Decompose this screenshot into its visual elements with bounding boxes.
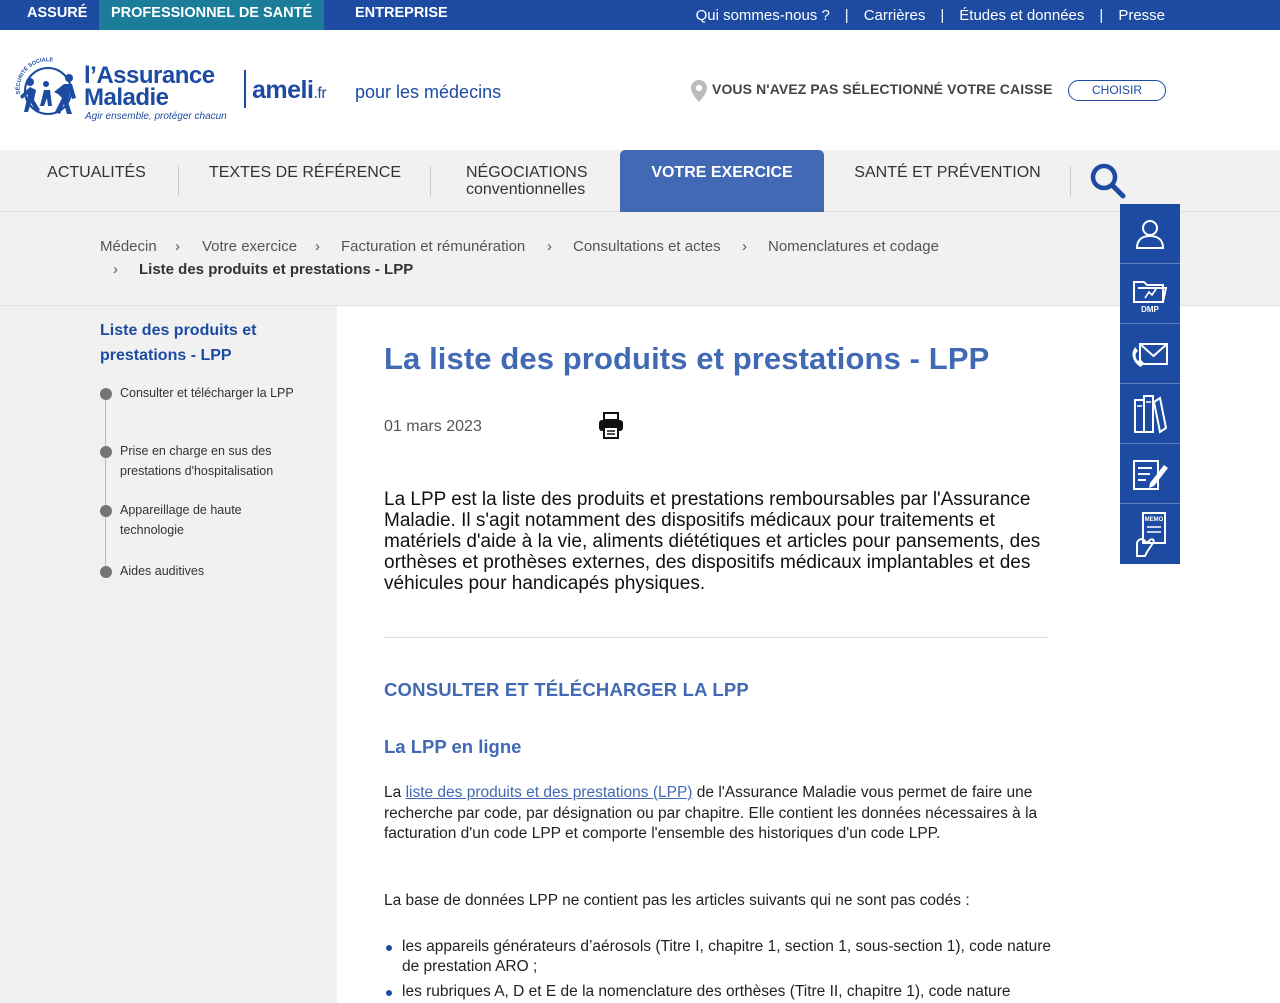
paragraph-lpp-en-ligne: La liste des produits et des prestations (LPP) de l'Assurance Maladie vous permet de faire une recherche par code, par désignation ou par chapitre. Elle contient les données nécessaires à la facturation d'un code LPP et comporte l'ensemble des historiques d'un code LPP. bbox=[384, 784, 1038, 842]
nav-divider bbox=[178, 166, 179, 196]
top-link-qui[interactable]: Qui sommes-nous ? bbox=[695, 6, 830, 24]
list-item: les appareils générateurs d’aérosols (Titre I, chapitre 1, section 1, sous-section 1), code nature de prestation ARO ; bbox=[384, 937, 1054, 977]
svg-text:DMP: DMP bbox=[1141, 304, 1159, 314]
form-edit-icon bbox=[1130, 455, 1170, 493]
intro-paragraph: La LPP est la liste des produits et prestations remboursables par l'Assurance Maladie. Il s'agit notamment des dispositifs médicaux pour traitements et matériels d'aide à la vie, aliments diététiques et articles pour pansements, des orthèses et prothèses externes, des dispositifs médicaux implantables et des véhicules pour handicapés physiques. bbox=[384, 489, 1041, 594]
audience-pro-link[interactable]: PROFESSIONNEL DE SANTÉ bbox=[99, 0, 324, 30]
breadcrumb-votre-exercice[interactable]: Votre exercice bbox=[202, 238, 298, 255]
publication-date: 01 mars 2023 bbox=[384, 418, 482, 435]
sidebar-item-consulter[interactable]: Consulter et télécharger la LPP bbox=[120, 386, 294, 400]
subsection-heading-lpp-en-ligne: La LPP en ligne bbox=[384, 736, 522, 757]
page-title: La liste des produits et prestations - LPP bbox=[384, 341, 990, 376]
mail-phone-icon bbox=[1130, 337, 1170, 371]
breadcrumb-chevron-icon: › bbox=[315, 238, 320, 255]
memo-icon bbox=[1131, 510, 1169, 558]
nav-actualites[interactable]: ACTUALITÉS bbox=[47, 164, 146, 181]
top-link-separator: | bbox=[1099, 6, 1104, 24]
caisse-status: VOUS N'AVEZ PAS SÉLECTIONNÉ VOTRE CAISSE bbox=[712, 81, 1053, 97]
logo-divider bbox=[244, 70, 246, 108]
top-link-carrieres[interactable]: Carrières bbox=[863, 6, 926, 24]
svg-text:MEMO: MEMO bbox=[1144, 517, 1164, 523]
assurance-maladie-logo-icon[interactable] bbox=[14, 54, 84, 120]
sidebar-item-prise-en-charge[interactable]: Prise en charge en sus des prestations d'hospitalisation bbox=[120, 444, 274, 478]
section-sidebar bbox=[0, 306, 337, 1003]
breadcrumb bbox=[0, 212, 1280, 306]
print-icon[interactable] bbox=[598, 412, 624, 440]
breadcrumb-nomenclatures[interactable]: Nomenclatures et codage bbox=[768, 238, 939, 255]
tool-contact[interactable] bbox=[1120, 324, 1180, 384]
list-item: les rubriques A, D et E de la nomenclature des orthèses (Titre II, chapitre 1), code nature bbox=[384, 982, 1054, 1002]
nav-divider bbox=[430, 166, 431, 196]
top-link-etudes[interactable]: Études et données bbox=[959, 6, 1085, 24]
top-link-separator: | bbox=[844, 6, 849, 24]
choisir-caisse-button[interactable]: CHOISIR bbox=[1068, 80, 1166, 101]
audience-bar bbox=[0, 0, 1280, 30]
breadcrumb-chevron-icon: › bbox=[175, 238, 180, 255]
paragraph-base-donnees: La base de données LPP ne contient pas les articles suivants qui ne sont pas codés : bbox=[384, 892, 970, 909]
breadcrumb-chevron-icon: › bbox=[547, 238, 552, 255]
nav-negociations[interactable]: NÉGOCIATIONS conventionnelles bbox=[466, 164, 588, 198]
search-icon[interactable] bbox=[1088, 161, 1128, 201]
sidebar-title[interactable]: Liste des produits et prestations - LPP bbox=[100, 322, 257, 364]
sidebar-timeline bbox=[105, 396, 106, 571]
tool-formulaires[interactable] bbox=[1120, 444, 1180, 504]
books-icon bbox=[1132, 392, 1168, 436]
breadcrumb-chevron-icon: › bbox=[113, 261, 118, 278]
nav-votre-exercice[interactable]: VOTRE EXERCICE bbox=[620, 150, 824, 212]
logo-title: l’Assurance Maladie bbox=[84, 62, 215, 111]
nav-textes-reference[interactable]: TEXTES DE RÉFÉRENCE bbox=[208, 164, 402, 181]
user-icon bbox=[1133, 217, 1167, 251]
dmp-folder-icon bbox=[1130, 274, 1170, 314]
lpp-link[interactable]: liste des produits et des prestations (LPP) bbox=[405, 784, 693, 801]
top-link-separator: | bbox=[940, 6, 945, 24]
tool-memos[interactable] bbox=[1120, 504, 1180, 564]
breadcrumb-current: Liste des produits et prestations - LPP bbox=[139, 261, 414, 278]
sidebar-bullet bbox=[100, 388, 112, 400]
audience-assure-link[interactable]: ASSURÉ bbox=[27, 5, 88, 21]
logo-tagline: Agir ensemble, protéger chacun bbox=[85, 111, 227, 122]
sidebar-item-appareillage[interactable]: Appareillage de haute technologie bbox=[120, 503, 242, 537]
tool-dmp[interactable] bbox=[1120, 264, 1180, 324]
section-heading-consulter: CONSULTER ET TÉLÉCHARGER LA LPP bbox=[384, 679, 749, 700]
top-link-presse[interactable]: Presse bbox=[1118, 6, 1165, 24]
breadcrumb-facturation[interactable]: Facturation et rémunération bbox=[341, 238, 526, 255]
tool-documentation[interactable] bbox=[1120, 384, 1180, 444]
tool-espace-pro[interactable] bbox=[1120, 204, 1180, 264]
location-pin-icon bbox=[690, 79, 708, 103]
sidebar-bullet bbox=[100, 446, 112, 458]
section-divider bbox=[384, 637, 1048, 638]
breadcrumb-medecin[interactable]: Médecin bbox=[100, 238, 157, 255]
bullet-dot bbox=[386, 945, 392, 951]
ameli-brand[interactable]: ameli.fr bbox=[252, 76, 327, 104]
audience-entreprise-link[interactable]: ENTREPRISE bbox=[355, 5, 448, 21]
site-header bbox=[0, 30, 1280, 150]
nav-divider bbox=[1070, 166, 1071, 196]
sidebar-bullet bbox=[100, 505, 112, 517]
sidebar-item-aides-auditives[interactable]: Aides auditives bbox=[120, 564, 205, 578]
nav-sante-prevention[interactable]: SANTÉ ET PRÉVENTION bbox=[854, 164, 1041, 181]
bullet-dot bbox=[386, 990, 392, 996]
svg-text:SÉCURITÉ SOCIALE: SÉCURITÉ SOCIALE bbox=[15, 57, 54, 95]
sidebar-bullet bbox=[100, 566, 112, 578]
corporate-links bbox=[696, 0, 1165, 30]
site-subtitle: pour les médecins bbox=[355, 82, 502, 102]
breadcrumb-consultations[interactable]: Consultations et actes bbox=[573, 238, 721, 255]
breadcrumb-chevron-icon: › bbox=[742, 238, 747, 255]
quick-tools-bar bbox=[1120, 204, 1180, 564]
